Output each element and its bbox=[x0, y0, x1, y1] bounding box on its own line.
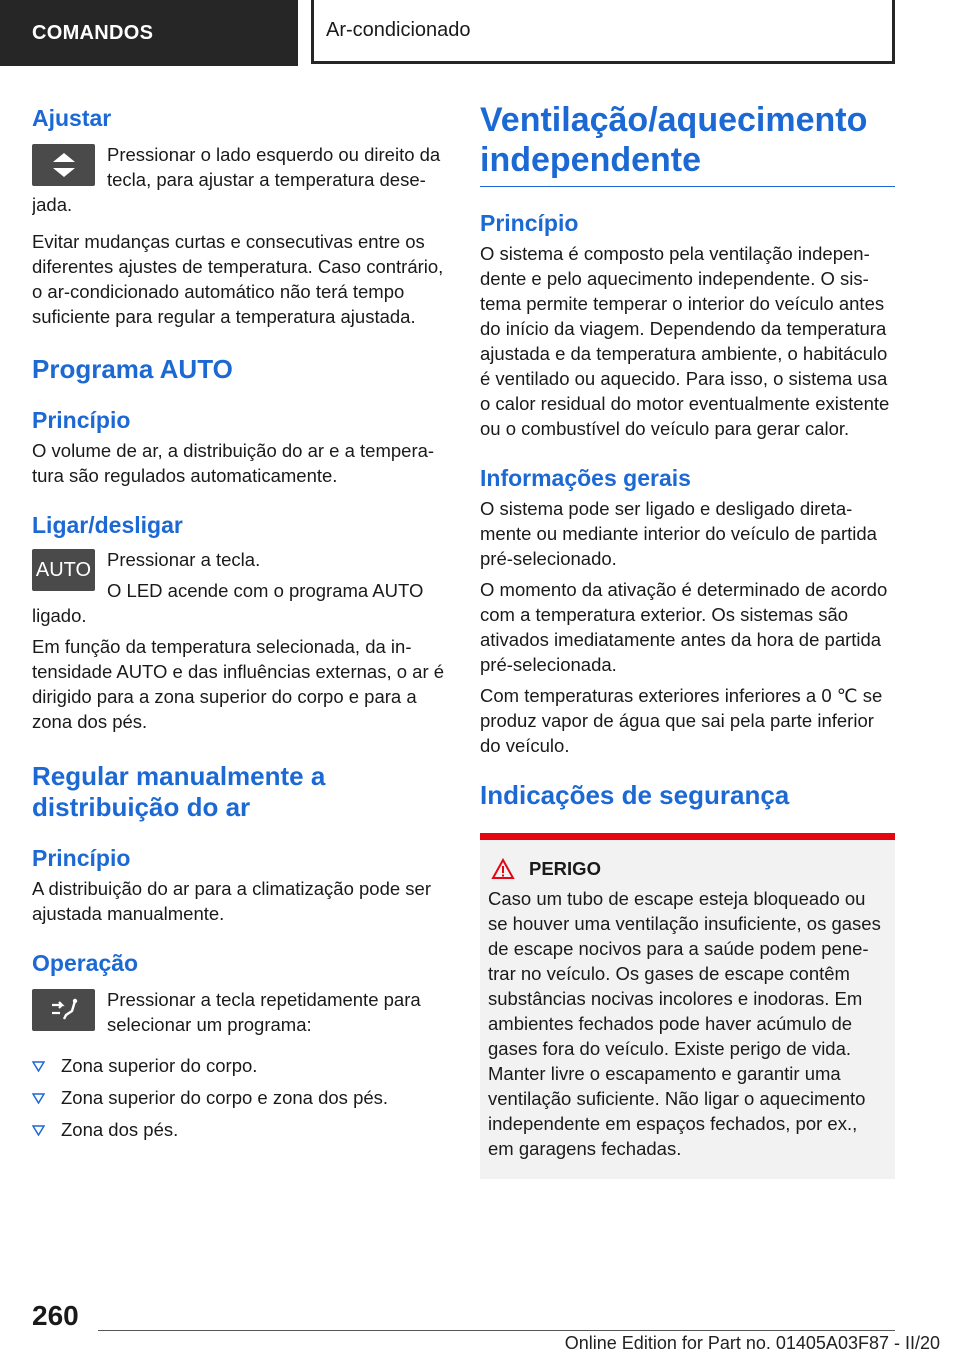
info-text-3: Com temperaturas exteriores inferiores a 0 ℃ se produz vapor de água que sai pela parte inferior do veículo. bbox=[480, 685, 883, 756]
info-heading: Informações gerais bbox=[480, 465, 691, 491]
air-distribution-icon bbox=[32, 989, 95, 1031]
up-down-arrows-icon bbox=[32, 144, 95, 186]
auto-principio-text: O volume de ar, a distribuição do ar e a temperatura são regulados automaticamente. bbox=[32, 440, 435, 486]
manual-heading: Regular manualmente a distribuição do ar bbox=[32, 761, 326, 822]
danger-text: Caso um tubo de escape esteja bloqueado ou se houver uma ventilação insuficiente, os gases de escape nocivos para a saúde podem penetrar no veículo. Os gases de escape contêm substâncias nocivas incolores e inodoras. Em ambientes fechados pode haver acúmulo de gases fora do veículo. Existe perigo de vida. Manter livre o escapamento e garantir uma ventilação suficiente. Não ligar o aquecimento independente em espaços fechados, por ex., em garagens fechadas. bbox=[488, 888, 881, 1159]
triangle-bullet-icon bbox=[32, 1125, 45, 1136]
safety-heading: Indicações de segurança bbox=[480, 780, 790, 810]
danger-label: PERIGO bbox=[529, 858, 601, 879]
auto-principio-heading: Princípio bbox=[32, 407, 131, 433]
manual-principio-heading: Princípio bbox=[32, 845, 131, 871]
auto-distribution-text: Em função da temperatura selecionada, da intensidade AUTO e das influências externas, o ar é dirigido para a zona superior do corpo e para a zona dos pés. bbox=[32, 636, 445, 732]
ventilacao-principio-text: O sistema é composto pela ventilação independente e pelo aquecimento independente. O sistema permite temperar o interior do veículo antes do início da viagem. Dependendo da temperatura ajustada e da temperatura ambiente, o habitáculo é ventilado ou aquecido. Para isso, o sistema usa o calor residual do motor eventualmente existente ou o combustível do veículo para gerar calor. bbox=[480, 243, 890, 439]
auto-key-icon bbox=[32, 549, 95, 591]
right-column bbox=[480, 100, 895, 1179]
ligar-text: Pressionar a tecla. bbox=[107, 549, 261, 570]
triangle-bullet-icon bbox=[32, 1093, 45, 1104]
left-column bbox=[32, 100, 448, 1149]
danger-title bbox=[491, 858, 887, 880]
ajustar-heading: Ajustar bbox=[32, 105, 112, 131]
danger-box bbox=[480, 833, 895, 1179]
list-item: Zona dos pés. bbox=[32, 1117, 448, 1142]
ventilacao-heading: Ventilação/aquecimento independente bbox=[480, 101, 868, 179]
list-item: Zona superior do corpo e zona dos pés. bbox=[32, 1085, 448, 1110]
ajustar-note: Evitar mudanças curtas e consecutivas entre os diferentes ajustes de temperatura. Caso contrário, o ar-condicionado automático não terá tempo suficiente para regular a temperatura ajustada. bbox=[32, 231, 444, 327]
ajustar-text: Pressionar o lado esquerdo ou direito da tecla, para ajustar a temperatura desejada. bbox=[32, 144, 441, 215]
list-item: Zona superior do corpo. bbox=[32, 1053, 448, 1078]
auto-key-label: AUTO bbox=[35, 558, 92, 581]
ventilacao-principio-heading: Princípio bbox=[480, 210, 579, 236]
triangle-bullet-icon bbox=[32, 1061, 45, 1072]
page-header bbox=[0, 0, 960, 66]
operacao-text: Pressionar a tecla repetidamente para selecionar um programa: bbox=[107, 989, 421, 1035]
section-tab: COMANDOS bbox=[0, 0, 298, 66]
edition-text: Online Edition for Part no. 01405A03F87 - II/20 bbox=[564, 1333, 940, 1353]
manual-principio-text: A distribuição do ar para a climatização pode ser ajustada manualmente. bbox=[32, 878, 431, 924]
led-text: O LED acende com o programa AUTO ligado. bbox=[32, 580, 424, 626]
chapter-tab: Ar-condicionado bbox=[311, 0, 895, 64]
info-text-2: O momento da ativação é determinado de acordo com a temperatura exterior. Os sistemas são ativados imediatamente antes da hora de partida pré-selecionada. bbox=[480, 579, 888, 675]
page-number: 260 bbox=[32, 1300, 79, 1331]
operacao-heading: Operação bbox=[32, 950, 139, 976]
program-list bbox=[32, 1053, 448, 1142]
footer-rule bbox=[98, 1330, 895, 1331]
warning-triangle-icon bbox=[491, 858, 515, 880]
auto-heading: Programa AUTO bbox=[32, 354, 233, 384]
ligar-heading: Ligar/desligar bbox=[32, 512, 183, 538]
info-text-1: O sistema pode ser ligado e desligado diretamente ou mediante interior do veículo de partida pré-selecionado. bbox=[480, 498, 877, 569]
